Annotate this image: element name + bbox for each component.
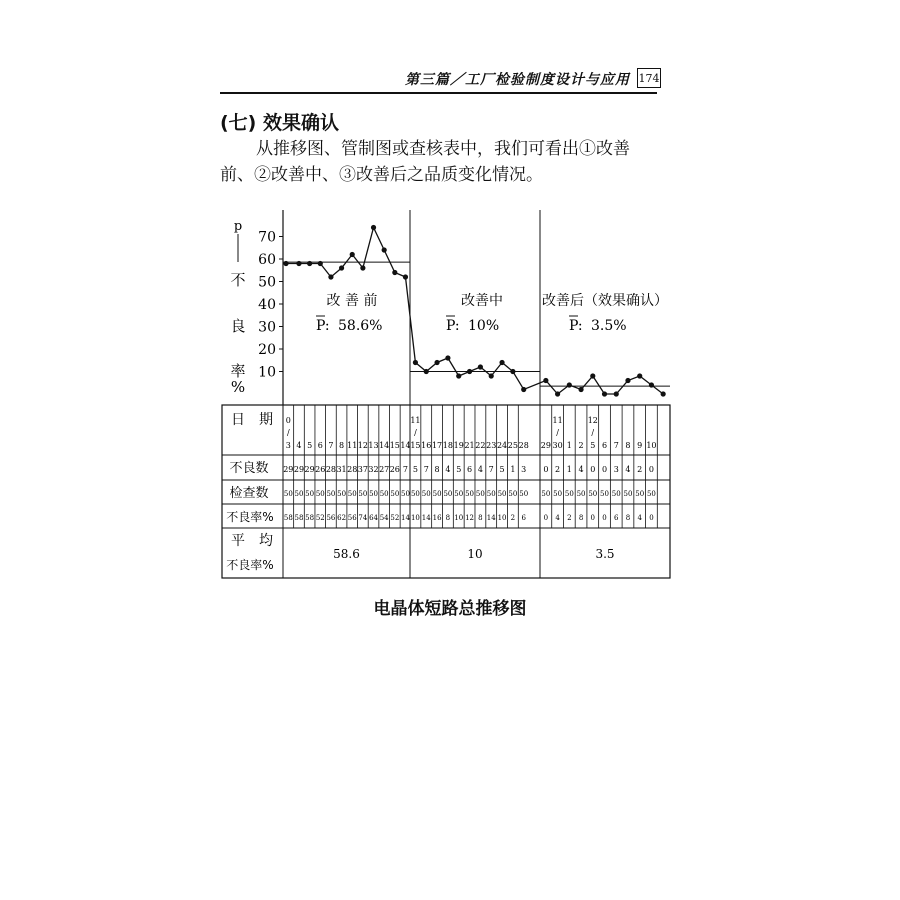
date-cell: 2 bbox=[578, 441, 584, 450]
date-cell: 30 bbox=[552, 441, 563, 450]
data-point bbox=[489, 373, 494, 378]
rate-cell: 4 bbox=[555, 514, 560, 522]
date-cell: 16 bbox=[421, 441, 432, 450]
y-tick-label: 40 bbox=[258, 297, 276, 313]
inspected-cell: 50 bbox=[294, 490, 304, 498]
date-month-mark: 11 bbox=[410, 416, 421, 425]
data-point bbox=[307, 261, 312, 266]
date-cell: 13 bbox=[368, 441, 379, 450]
defects-cell: 31 bbox=[336, 465, 347, 474]
inspected-cell: 50 bbox=[600, 490, 609, 498]
rate-cell: 4 bbox=[637, 514, 642, 522]
rate-cell: 58 bbox=[283, 514, 293, 522]
data-point bbox=[578, 387, 583, 392]
inspected-cell: 50 bbox=[305, 490, 315, 498]
date-cell: 12 bbox=[357, 441, 368, 450]
rate-cell: 0 bbox=[649, 514, 654, 522]
section-paragraph: 从推移图、管制图或查核表中，我们可看出①改善前、②改善中、③改善后之品质变化情况。 bbox=[220, 139, 630, 185]
running-header-title: 第三篇／工厂检验制度设计与应用 bbox=[405, 72, 630, 88]
y-axis-label-char: 良 bbox=[230, 317, 246, 335]
inspected-cell: 50 bbox=[541, 490, 551, 498]
date-cell: 3 bbox=[285, 441, 291, 450]
defects-cell: 4 bbox=[445, 465, 451, 474]
pbar-value: 10% bbox=[468, 318, 500, 334]
rate-cell: 58 bbox=[294, 514, 304, 522]
row-label-average-rate: 不良率% bbox=[226, 558, 274, 572]
inspected-cell: 50 bbox=[283, 490, 293, 498]
date-cell: 8 bbox=[339, 441, 345, 450]
data-point bbox=[350, 252, 355, 257]
inspected-cell: 50 bbox=[443, 490, 453, 498]
rate-cell: 14 bbox=[486, 514, 496, 522]
y-tick-label: 10 bbox=[258, 364, 276, 381]
rate-cell: 10 bbox=[410, 514, 420, 522]
data-point bbox=[478, 364, 483, 369]
date-month-mark: 11 bbox=[552, 416, 563, 425]
date-cell: 28 bbox=[518, 441, 529, 450]
inspected-cell: 50 bbox=[401, 490, 410, 498]
rate-cell: 52 bbox=[390, 514, 400, 522]
defects-cell: 7 bbox=[423, 465, 429, 474]
y-tick-label: 70 bbox=[258, 229, 276, 246]
date-cell: 10 bbox=[646, 441, 657, 450]
rate-cell: 8 bbox=[445, 514, 451, 522]
defects-cell: 5 bbox=[499, 465, 505, 474]
data-point bbox=[371, 225, 376, 230]
y-tick-label: 60 bbox=[258, 252, 276, 268]
inspected-cell: 50 bbox=[611, 490, 621, 498]
defects-cell: 1 bbox=[566, 465, 572, 474]
rate-cell: 2 bbox=[567, 514, 572, 522]
rate-cell: 10 bbox=[454, 514, 464, 522]
data-point bbox=[424, 369, 429, 374]
inspected-cell: 50 bbox=[369, 490, 378, 498]
inspected-cell: 50 bbox=[635, 490, 645, 498]
inspected-cell: 50 bbox=[379, 490, 389, 498]
inspected-cell: 50 bbox=[315, 490, 325, 498]
data-point bbox=[467, 369, 472, 374]
data-point bbox=[590, 373, 595, 378]
defects-cell: 29 bbox=[283, 465, 294, 474]
inspected-cell: 50 bbox=[475, 490, 485, 498]
data-point bbox=[637, 373, 642, 378]
inspected-cell: 50 bbox=[432, 490, 442, 498]
date-cell: 1 bbox=[566, 441, 572, 450]
rate-cell: 0 bbox=[590, 514, 596, 522]
section-title: (七) 效果确认 bbox=[220, 112, 339, 134]
date-cell: 15 bbox=[410, 441, 421, 450]
data-point bbox=[543, 378, 548, 383]
data-point bbox=[456, 373, 461, 378]
defects-cell: 26 bbox=[315, 465, 326, 474]
defects-cell: 7 bbox=[488, 465, 494, 474]
defects-cell: 28 bbox=[325, 465, 337, 474]
date-cell: 6 bbox=[317, 441, 323, 450]
date-slash-mark: / bbox=[591, 428, 595, 437]
pbar-label: P: bbox=[316, 318, 330, 334]
rate-cell: 14 bbox=[401, 514, 410, 522]
data-point bbox=[392, 270, 397, 275]
pbar-label: P: bbox=[569, 318, 583, 334]
data-point bbox=[625, 378, 630, 383]
row-label-inspected: 检查数 bbox=[229, 486, 269, 501]
defects-cell: 32 bbox=[368, 465, 379, 474]
y-axis-label-char: 率 bbox=[230, 362, 246, 380]
rate-cell: 62 bbox=[337, 514, 347, 522]
date-cell: 15 bbox=[389, 441, 400, 450]
average-value: 58.6 bbox=[333, 547, 360, 561]
rate-cell: 52 bbox=[315, 514, 325, 522]
inspected-cell: 50 bbox=[326, 490, 336, 498]
rate-cell: 74 bbox=[358, 514, 368, 522]
defects-cell: 37 bbox=[357, 465, 368, 474]
inspected-cell: 50 bbox=[623, 490, 633, 498]
date-cell: 21 bbox=[464, 441, 475, 450]
inspected-cell: 50 bbox=[508, 490, 518, 498]
defects-cell: 4 bbox=[477, 465, 483, 474]
data-point bbox=[499, 360, 504, 365]
rate-cell: 0 bbox=[602, 514, 607, 522]
pbar-value: 3.5% bbox=[591, 318, 627, 334]
phase-label: 改 善 前 bbox=[326, 293, 378, 309]
date-cell: 5 bbox=[307, 441, 313, 450]
p-marker: p bbox=[233, 219, 243, 234]
rate-cell: 8 bbox=[578, 514, 584, 522]
inspected-cell: 50 bbox=[465, 490, 475, 498]
inspected-cell: 50 bbox=[347, 490, 357, 498]
date-cell: 18 bbox=[442, 441, 453, 450]
defects-cell: 29 bbox=[304, 465, 315, 474]
data-point bbox=[614, 391, 619, 396]
inspected-cell: 50 bbox=[646, 490, 656, 498]
inspected-cell: 50 bbox=[358, 490, 368, 498]
defects-cell: 4 bbox=[578, 465, 584, 474]
data-point bbox=[510, 369, 515, 374]
defects-cell: 27 bbox=[379, 465, 390, 474]
rate-cell: 12 bbox=[465, 514, 475, 522]
defects-cell: 8 bbox=[434, 465, 440, 474]
defects-cell: 7 bbox=[402, 465, 409, 474]
date-cell: 23 bbox=[486, 441, 497, 450]
data-point bbox=[521, 387, 526, 392]
figure-caption: 电晶体短路总推移图 bbox=[373, 599, 527, 619]
inspected-cell: 50 bbox=[454, 490, 464, 498]
defects-cell: 26 bbox=[389, 465, 400, 474]
data-point bbox=[339, 265, 344, 270]
date-cell: 19 bbox=[453, 441, 464, 450]
defects-cell: 0 bbox=[543, 465, 549, 474]
data-point bbox=[413, 360, 418, 365]
rate-cell: 8 bbox=[625, 514, 631, 522]
defects-cell: 2 bbox=[555, 465, 561, 474]
date-cell: 17 bbox=[431, 441, 443, 450]
date-month-mark: 0 bbox=[285, 416, 291, 425]
pbar-value: 58.6% bbox=[338, 318, 383, 334]
rate-cell: 6 bbox=[521, 514, 526, 522]
data-point bbox=[283, 261, 288, 266]
series-line bbox=[286, 228, 663, 395]
inspected-cell: 50 bbox=[486, 490, 496, 498]
inspected-cell: 50 bbox=[553, 490, 563, 498]
row-label-date: 日 期 bbox=[231, 412, 273, 428]
rate-cell: 56 bbox=[326, 514, 336, 522]
pbar-label: P: bbox=[446, 318, 460, 334]
inspected-cell: 50 bbox=[576, 490, 586, 498]
date-cell: 7 bbox=[613, 441, 619, 450]
rate-cell: 10 bbox=[497, 514, 507, 522]
inspected-cell: 50 bbox=[421, 490, 431, 498]
rate-cell: 14 bbox=[421, 514, 431, 522]
average-value: 3.5 bbox=[595, 547, 615, 561]
date-cell: 5 bbox=[590, 441, 596, 450]
average-value: 10 bbox=[467, 547, 483, 561]
date-cell: 8 bbox=[625, 441, 631, 450]
inspected-cell: 50 bbox=[337, 490, 347, 498]
date-cell: 9 bbox=[637, 441, 643, 450]
defects-cell: 1 bbox=[510, 465, 516, 474]
defects-cell: 0 bbox=[601, 465, 608, 474]
defects-cell: 2 bbox=[637, 465, 643, 474]
date-cell: 6 bbox=[601, 441, 608, 450]
rate-cell: 0 bbox=[543, 514, 549, 522]
data-point bbox=[602, 391, 607, 396]
date-month-mark: 12 bbox=[587, 416, 598, 425]
rate-cell: 58 bbox=[305, 514, 315, 522]
defects-cell: 29 bbox=[293, 465, 305, 474]
data-point bbox=[567, 382, 572, 387]
rate-cell: 64 bbox=[369, 514, 378, 522]
data-point bbox=[328, 274, 333, 279]
date-slash-mark: / bbox=[286, 428, 290, 437]
data-point bbox=[403, 274, 408, 279]
rate-cell: 54 bbox=[379, 514, 389, 522]
defects-cell: 6 bbox=[467, 465, 473, 474]
phase-label: 改善后（效果确认） bbox=[542, 293, 668, 309]
defects-cell: 4 bbox=[625, 465, 631, 474]
rate-cell: 56 bbox=[347, 514, 357, 522]
date-cell: 14 bbox=[379, 441, 390, 450]
rate-cell: 8 bbox=[478, 514, 483, 522]
defects-cell: 0 bbox=[590, 465, 596, 474]
row-label-rate: 不良率% bbox=[226, 510, 274, 524]
rate-cell: 16 bbox=[432, 514, 442, 522]
date-cell: 29 bbox=[540, 441, 551, 450]
data-point bbox=[318, 261, 323, 266]
date-cell: 4 bbox=[296, 441, 302, 450]
inspected-cell: 50 bbox=[497, 490, 507, 498]
rate-cell: 2 bbox=[510, 514, 516, 522]
phase-label: 改善中 bbox=[461, 293, 503, 309]
defects-cell: 28 bbox=[347, 465, 358, 474]
data-point bbox=[296, 261, 301, 266]
y-tick-label: 30 bbox=[258, 319, 276, 336]
inspected-cell: 50 bbox=[588, 490, 598, 498]
inspected-cell: 50 bbox=[410, 490, 420, 498]
inspected-cell: 50 bbox=[519, 490, 529, 498]
date-cell: 24 bbox=[496, 441, 508, 450]
data-point bbox=[434, 360, 439, 365]
y-axis-label-char: 不 bbox=[230, 271, 246, 289]
date-slash-mark: / bbox=[556, 428, 559, 437]
data-point bbox=[661, 391, 666, 396]
date-cell: 14 bbox=[400, 441, 411, 450]
defects-cell: 5 bbox=[456, 465, 462, 474]
date-cell: 11 bbox=[347, 441, 358, 450]
date-cell: 7 bbox=[328, 441, 334, 450]
row-label-defects: 不良数 bbox=[229, 461, 269, 476]
row-label-average: 平 均 bbox=[231, 533, 273, 549]
y-tick-label: 20 bbox=[258, 342, 276, 358]
data-point bbox=[382, 247, 387, 252]
defects-cell: 3 bbox=[521, 465, 527, 474]
y-axis-label-char: % bbox=[230, 378, 246, 396]
date-cell: 25 bbox=[507, 441, 518, 450]
data-point bbox=[360, 265, 365, 270]
date-slash-mark: / bbox=[414, 428, 417, 437]
y-tick-label: 50 bbox=[258, 274, 276, 291]
data-point bbox=[555, 391, 560, 396]
defects-cell: 3 bbox=[613, 465, 619, 474]
inspected-cell: 50 bbox=[564, 490, 574, 498]
inspected-cell: 50 bbox=[390, 490, 400, 498]
defects-cell: 0 bbox=[648, 465, 654, 474]
data-point bbox=[649, 382, 654, 387]
defects-cell: 5 bbox=[412, 465, 418, 474]
rate-cell: 6 bbox=[614, 514, 619, 522]
data-point bbox=[445, 355, 450, 360]
date-cell: 22 bbox=[475, 441, 486, 450]
page-number: 174 bbox=[637, 68, 661, 88]
